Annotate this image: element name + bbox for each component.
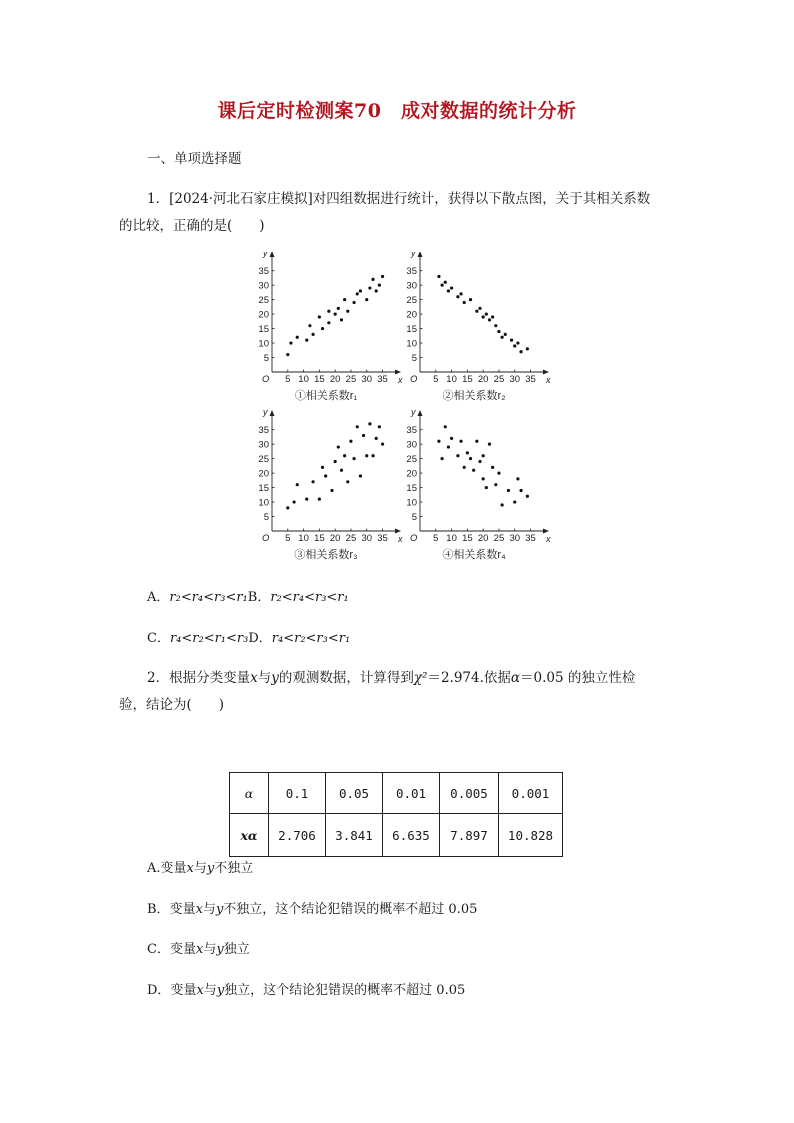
y-axis-label: y [263,252,268,258]
scatter-point [378,284,381,287]
scatter-point [463,466,466,469]
origin-label: O [262,374,270,385]
y-tick-label: 30 [258,280,269,292]
scatter-point [482,477,485,480]
x-tick-label: 35 [377,533,388,544]
scatter-point [507,489,510,492]
q2-option-b-label: B． [147,902,170,917]
var-y: y [215,902,224,917]
scatter-point [286,506,289,509]
table-cell: 7.897 [440,814,499,857]
y-tick-label: 15 [258,482,269,494]
q1-option-b-label: B． [247,590,271,605]
x-axis-arrow [543,370,549,375]
var-y: y [216,983,225,998]
y-tick-label: 5 [263,511,269,523]
x-tick-label: 5 [433,533,439,544]
table-cell: 0.005 [440,773,499,814]
scatter-point [478,307,481,310]
scatter-point [324,474,327,477]
scatter-point [526,347,529,350]
scatter-point [450,437,453,440]
y-tick-label: 15 [406,323,417,335]
x-tick-label: 10 [298,374,309,385]
x-axis-label: x [546,375,551,385]
y-tick-label: 35 [406,265,417,277]
q1-source: [2024·河北石家庄模拟] [169,191,313,207]
scatter-point [334,313,337,316]
y-axis-arrow [270,410,275,416]
scatter-point [286,353,289,356]
scatter-point [346,310,349,313]
scatter-point [343,454,346,457]
x-tick-label: 10 [298,533,309,544]
scatter-point [494,483,497,486]
q2-option-c [147,938,250,957]
scatter-point [485,486,488,489]
x-tick-label: 20 [477,533,489,544]
scatter-point [456,454,459,457]
q2-option-a-part2: 与 [193,861,207,876]
x-tick-label: 35 [377,374,388,385]
scatter-point [516,341,519,344]
q1-line1 [147,187,650,207]
y-tick-label: 20 [406,309,417,321]
q2-option-c-part3: 独立 [223,942,250,957]
table-header-alpha: α [230,773,269,814]
q2-option-d-part1: 变量 [170,983,197,998]
y-tick-label: 30 [406,439,417,451]
scatter-point [469,298,472,301]
scatter-point [368,286,371,289]
var-x: x [196,983,204,998]
chi-square-symbol: χ² [413,670,428,686]
q1-option-c-label: C． [147,631,170,646]
x-tick-label: 5 [285,533,291,544]
y-tick-label: 25 [258,453,269,465]
x-tick-label: 15 [462,374,473,385]
scatter-point [327,321,330,324]
q2-option-a-label: A. [147,861,161,876]
var-x: x [186,861,194,876]
q1-line2: 的比较，正确的是( ) [119,218,265,234]
y-tick-label: 10 [258,338,269,350]
plot-caption: ④相关系数r₄ [442,549,506,561]
y-tick-label: 30 [406,280,417,292]
scatter-point [478,460,481,463]
scatter-plots-figure [250,252,560,564]
scatter-point [321,327,324,330]
x-tick-label: 35 [525,374,536,385]
x-axis-label: x [546,534,551,544]
q1-stem-part1: 对四组数据进行统计，获得以下散点图，关于其相关系数 [312,191,651,207]
y-tick-label: 20 [258,468,269,480]
scatter-point [353,301,356,304]
y-tick-label: 30 [258,439,269,451]
q2-option-b-part3: 不独立，这个结论犯错误的概率不超过 0.05 [223,902,478,917]
q2-option-d-part3: 独立，这个结论犯错误的概率不超过 0.05 [224,983,466,998]
scatter-point [356,425,359,428]
q2-option-b-part1: 变量 [169,902,196,917]
scatter-point [296,483,299,486]
var-y: y [216,942,224,957]
table-cell: 2.706 [269,814,326,857]
scatter-point [321,466,324,469]
scatter-point [305,498,308,501]
var-x: x [250,670,258,686]
x-tick-label: 30 [509,533,521,544]
table-cell: 0.1 [269,773,326,814]
y-tick-label: 25 [406,453,417,465]
q2-stem-c: 的观测数据，计算得到 [278,670,414,686]
y-axis-arrow [418,252,423,257]
scatter-point [330,489,333,492]
scatter-point [318,498,321,501]
x-tick-label: 5 [285,374,291,385]
scatter-point [501,336,504,339]
scatter-point [497,472,500,475]
q2-option-d-label: D． [147,983,171,998]
q2-option-a [147,857,253,876]
scatter-point [459,292,462,295]
scatter-point [334,460,337,463]
y-tick-label: 10 [406,338,417,350]
y-tick-label: 5 [411,511,417,523]
y-tick-label: 5 [263,352,269,364]
x-axis-arrow [395,370,401,375]
x-axis-label: x [398,534,403,544]
q1-option-d-label: D． [248,631,272,646]
scatter-point [353,457,356,460]
table-cell: 10.828 [499,814,563,857]
scatter-point [375,437,378,440]
scatter-point [359,289,362,292]
scatter-point [501,503,504,506]
x-tick-label: 35 [525,533,536,544]
scatter-point [504,333,507,336]
x-tick-label: 20 [477,374,489,385]
scatter-point [491,466,494,469]
scatter-point [475,440,478,443]
y-tick-label: 10 [406,497,417,509]
scatter-point [519,489,522,492]
scatter-point [318,315,321,318]
x-tick-label: 10 [446,374,457,385]
scatter-point [368,422,371,425]
q1-option-a-text: r₂<r₄<r₃<r₁ [169,590,248,605]
y-tick-label: 5 [411,352,417,364]
scatter-point [491,315,494,318]
y-axis-label: y [411,407,416,417]
scatter-point [289,341,292,344]
y-tick-label: 15 [406,482,417,494]
scatter-point [381,275,384,278]
q2-option-c-part2: 与 [203,942,217,957]
scatter-point [311,480,314,483]
scatter-point [375,289,378,292]
x-tick-label: 30 [361,374,373,385]
y-tick-label: 20 [258,309,269,321]
q2-option-b-part2: 与 [202,902,216,917]
scatter-point [437,440,440,443]
scatter-point [311,333,314,336]
x-tick-label: 15 [462,533,473,544]
var-x: x [195,902,203,917]
scatter-point [516,477,519,480]
scatter-point [510,339,513,342]
scatter-point [381,443,384,446]
scatter-point [441,457,444,460]
scatter-point [485,313,488,316]
q1-options-row1 [147,586,349,605]
q2-stem-e: ＝0.05 的独立性检 [520,670,636,686]
var-x: x [195,942,204,957]
x-tick-label: 15 [314,533,325,544]
scatter-point [444,281,447,284]
q2-number: 2． [147,670,170,686]
x-tick-label: 30 [361,533,373,544]
plot-caption: ③相关系数r₃ [294,549,358,561]
scatter-point [371,278,374,281]
q2-stem-a: 根据分类变量 [169,670,251,686]
scatter-point [305,339,308,342]
scatter-point [337,307,340,310]
q2-line1 [147,666,635,686]
scatter-point [475,310,478,313]
scatter-point [466,451,469,454]
scatter-point [296,336,299,339]
scatter-point [437,275,440,278]
scatter-point [447,445,450,448]
scatter-point [482,454,485,457]
table-header-x-alpha: xα [230,814,269,857]
scatter-point [340,318,343,321]
scatter-point [346,480,349,483]
y-axis-arrow [270,252,275,257]
q1-number: 1． [147,191,170,207]
table-row-critical [230,814,563,857]
q2-option-a-part1: 变量 [160,861,187,876]
scatter-point [519,350,522,353]
x-tick-label: 30 [509,374,521,385]
plot-caption: ②相关系数r₂ [442,390,506,402]
scatter-point [494,324,497,327]
scatter-point [349,440,352,443]
scatter-point [450,286,453,289]
scatter-point [482,315,485,318]
scatter-point [340,469,343,472]
scatter-point [362,434,365,437]
var-y: y [271,670,279,686]
origin-label: O [410,374,418,385]
x-axis-arrow [543,529,549,534]
x-tick-label: 20 [329,374,341,385]
scatter-point [365,454,368,457]
scatter-point [359,474,362,477]
x-tick-label: 10 [446,533,457,544]
scatter-point [371,454,374,457]
scatter-point [337,445,340,448]
q1-option-a-label: A． [147,590,170,605]
x-axis-label: x [398,375,403,385]
table-cell: 3.841 [326,814,383,857]
scatter-point [456,295,459,298]
q1-options-row2 [147,627,350,646]
q2-option-b [147,898,477,917]
scatter-point [513,500,516,503]
x-tick-label: 5 [433,374,439,385]
q1-option-c-text: r₄<r₂<r₁<r₃ [169,631,249,646]
y-axis-label: y [263,407,268,417]
y-tick-label: 35 [258,424,269,436]
q1-option-b-text: r₂<r₄<r₃<r₁ [270,590,349,605]
y-tick-label: 10 [258,497,269,509]
y-tick-label: 35 [258,265,269,277]
scatter-point [469,457,472,460]
scatter-point [488,443,491,446]
table-cell: 6.635 [383,814,440,857]
scatter-point [293,500,296,503]
y-axis-label: y [411,252,416,258]
y-tick-label: 25 [258,294,269,306]
x-tick-label: 15 [314,374,325,385]
q2-stem-d: ＝2.974.依据 [427,670,511,686]
y-tick-label: 25 [406,294,417,306]
y-axis-arrow [418,410,423,416]
section-label: 一、单项选择题 [147,151,242,167]
x-tick-label: 25 [345,533,357,544]
q2-line2: 验，结论为( ) [119,697,225,713]
q1-option-d-text: r₄<r₂<r₃<r₁ [271,631,351,646]
scatter-point [327,310,330,313]
q2-option-d-part2: 与 [203,983,217,998]
plot-caption: ①相关系数r₁ [294,390,358,402]
q2-option-c-label: C． [147,942,170,957]
table-row-alpha [230,773,563,814]
q2-option-d [147,979,465,998]
scatter-point [378,425,381,428]
scatter-point [356,292,359,295]
table-cell: 0.05 [326,773,383,814]
q2-option-c-part1: 变量 [169,942,196,957]
x-tick-label: 25 [345,374,357,385]
page-title: 课后定时检测案70 成对数据的统计分析 [217,100,577,122]
origin-label: O [262,533,270,544]
scatter-point [488,318,491,321]
table-cell: 0.001 [499,773,563,814]
x-tick-label: 25 [493,533,505,544]
y-tick-label: 15 [258,323,269,335]
y-tick-label: 35 [406,424,417,436]
critical-value-table [229,772,563,857]
scatter-point [459,440,462,443]
q2-option-a-part3: 不独立 [214,861,254,876]
x-tick-label: 20 [329,533,341,544]
scatter-point [343,298,346,301]
q2-stem-b: 与 [257,670,272,686]
y-tick-label: 20 [406,468,417,480]
scatter-point [513,344,516,347]
scatter-point [444,425,447,428]
scatter-point [365,298,368,301]
scatter-point [308,324,311,327]
scatter-point [497,330,500,333]
scatter-point [526,495,529,498]
alpha-symbol: α [510,670,521,686]
origin-label: O [410,533,418,544]
x-tick-label: 25 [493,374,505,385]
var-y: y [206,861,215,876]
scatter-point [447,289,450,292]
scatter-point [463,301,466,304]
scatter-point [472,469,475,472]
x-axis-arrow [395,529,401,534]
scatter-point [441,284,444,287]
table-cell: 0.01 [383,773,440,814]
